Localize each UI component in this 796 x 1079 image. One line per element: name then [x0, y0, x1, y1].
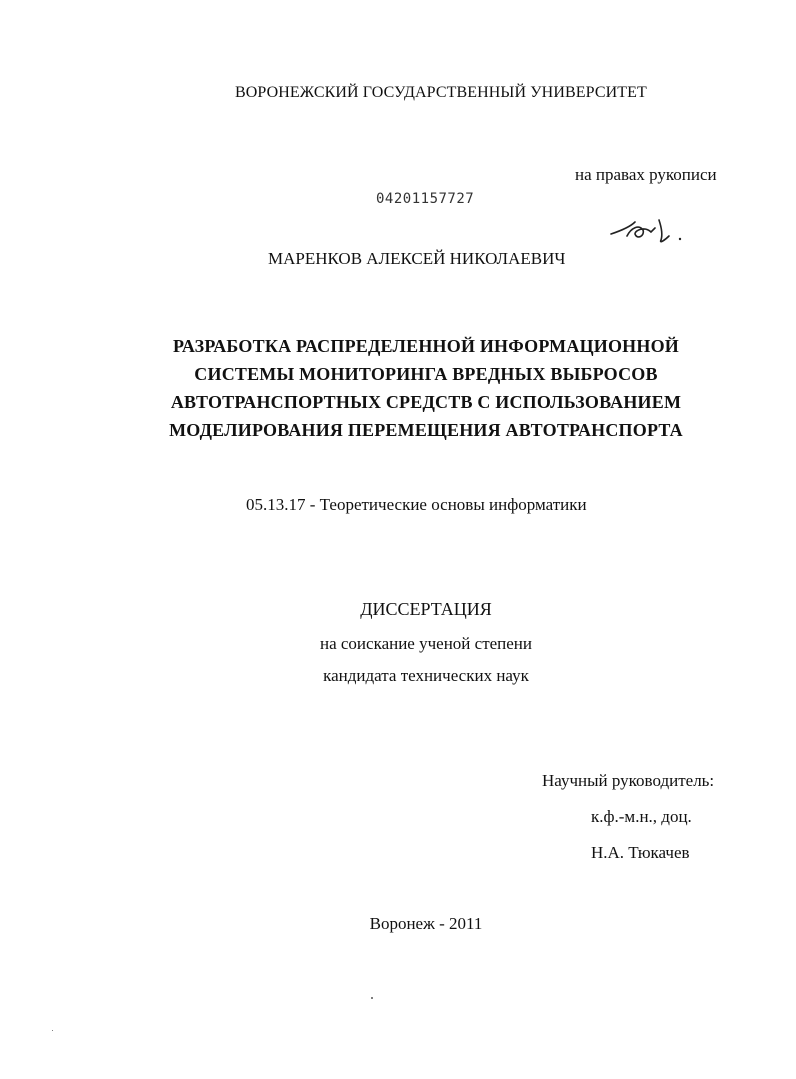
document-number: 04201157727: [376, 191, 475, 207]
dissertation-title: [0, 332, 796, 444]
author-name: МАРЕНКОВ АЛЕКСЕЙ НИКОЛАЕВИЧ: [268, 249, 566, 268]
scan-speck: [371, 997, 373, 999]
title-line: АВТОТРАНСПОРТНЫХ СРЕДСТВ С ИСПОЛЬЗОВАНИЕМ: [170, 392, 682, 412]
title-line: МОДЕЛИРОВАНИЯ ПЕРЕМЕЩЕНИЯ АВТОТРАНСПОРТА: [169, 420, 683, 440]
dissertation-label: ДИССЕРТАЦИЯ: [360, 599, 492, 619]
degree-line-1: на соискание ученой степени: [319, 634, 533, 653]
scan-speck: [52, 1030, 53, 1031]
title-line: РАЗРАБОТКА РАСПРЕДЕЛЕННОЙ ИНФОРМАЦИОННОЙ: [173, 336, 679, 356]
university-name: ВОРОНЕЖСКИЙ ГОСУДАРСТВЕННЫЙ УНИВЕРСИТЕТ: [235, 84, 647, 101]
advisor-title: к.ф.-м.н., доц.: [591, 807, 692, 826]
manuscript-rights-note: на правах рукописи: [575, 165, 717, 184]
advisor-name: Н.А. Тюкачев: [591, 843, 690, 862]
title-line: СИСТЕМЫ МОНИТОРИНГА ВРЕДНЫХ ВЫБРОСОВ: [194, 364, 658, 384]
city-year: Воронеж - 2011: [369, 914, 483, 933]
degree-line-2: кандидата технических наук: [323, 666, 529, 685]
advisor-label: Научный руководитель:: [542, 771, 715, 790]
specialty-code: 05.13.17 - Теоретические основы информатики: [246, 495, 587, 514]
handwritten-signature: [605, 210, 705, 250]
